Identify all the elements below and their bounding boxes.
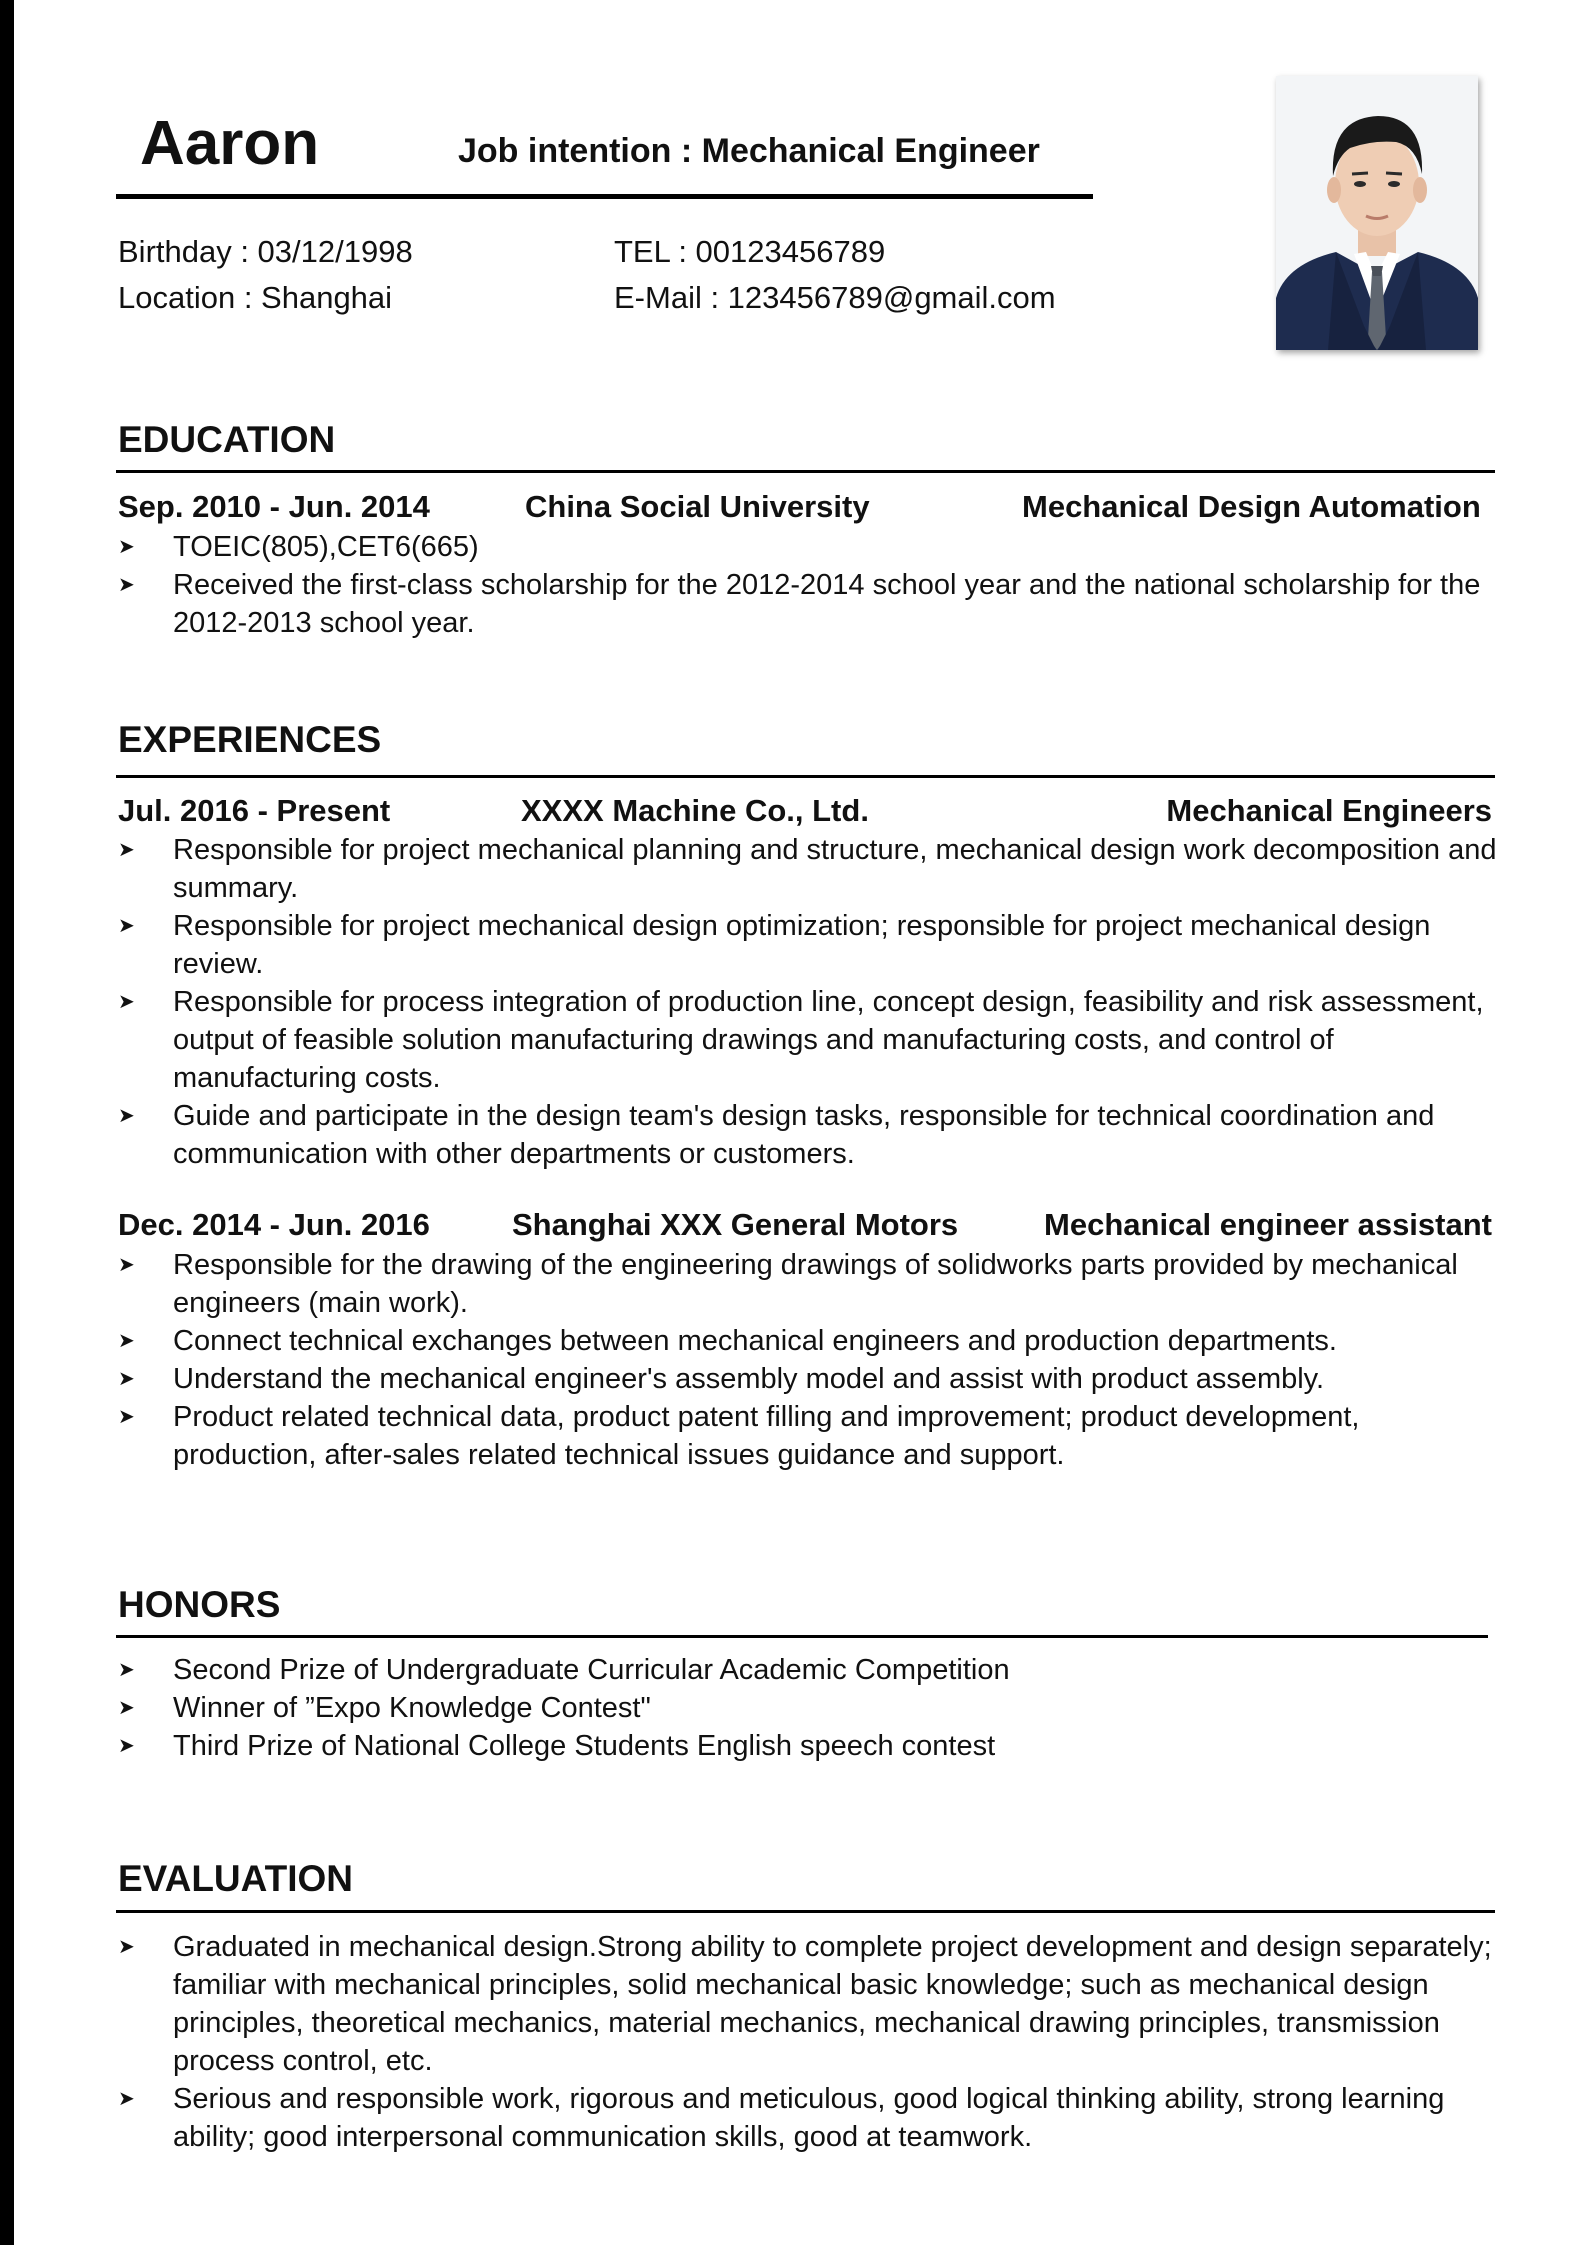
arrow-bullet-icon: ➤ [118, 536, 135, 558]
education-title: EDUCATION [118, 419, 336, 460]
list-item: ➤ Responsible for project mechanical planning and structure, mechanical design work decomposition and summary. [118, 831, 1498, 907]
job-1-role: Mechanical Engineers [1166, 793, 1492, 828]
profile-photo [1276, 76, 1478, 350]
list-item: ➤ Responsible for process integration of production line, concept design, feasibility and risk assessment, output of feasible solution manufacturing drawings and manufacturing costs, and control of manufacturing costs. [118, 983, 1498, 1097]
honors-divider [116, 1635, 1488, 1638]
education-divider [116, 470, 1495, 473]
list-item: ➤ Serious and responsible work, rigorous and meticulous, good logical thinking ability, strong learning ability; good interpersonal communication skills, good at teamwork. [118, 2080, 1498, 2156]
arrow-bullet-icon: ➤ [118, 991, 135, 1013]
education-entry-header [118, 484, 1492, 530]
job-2-bullets [118, 1246, 1498, 1474]
left-edge-bar [0, 0, 14, 2245]
evaluation-divider [116, 1910, 1495, 1913]
experiences-divider [116, 775, 1495, 778]
job-1-header [118, 788, 1492, 834]
job-intention: Job intention : Mechanical Engineer [458, 132, 1040, 170]
portrait-image [1276, 76, 1478, 350]
telephone: TEL : 00123456789 [614, 234, 886, 269]
education-period: Sep. 2010 - Jun. 2014 [118, 489, 430, 524]
job-2-period: Dec. 2014 - Jun. 2016 [118, 1207, 430, 1242]
arrow-bullet-icon: ➤ [118, 839, 135, 861]
list-item: ➤ TOEIC(805),CET6(665) [118, 528, 1498, 566]
header-divider [116, 194, 1093, 199]
list-item: ➤ Understand the mechanical engineer's assembly model and assist with product assembly. [118, 1360, 1498, 1398]
list-item: ➤ Product related technical data, product patent filling and improvement; product development, production, after-sales related technical issues guidance and support. [118, 1398, 1498, 1474]
education-school: China Social University [525, 489, 870, 524]
arrow-bullet-icon: ➤ [118, 1735, 135, 1757]
evaluation-title: EVALUATION [118, 1858, 354, 1899]
list-item: ➤ Winner of ”Expo Knowledge Contest" [118, 1689, 1498, 1727]
arrow-bullet-icon: ➤ [118, 1936, 135, 1958]
job-2-company: Shanghai XXX General Motors [512, 1207, 959, 1242]
arrow-bullet-icon: ➤ [118, 1406, 135, 1428]
arrow-bullet-icon: ➤ [118, 2088, 135, 2110]
arrow-bullet-icon: ➤ [118, 1105, 135, 1127]
evaluation-bullets [118, 1928, 1498, 2156]
arrow-bullet-icon: ➤ [118, 915, 135, 937]
list-item: ➤ Received the first-class scholarship for the 2012-2014 school year and the national scholarship for the 2012-2013 school year. [118, 566, 1498, 642]
education-major: Mechanical Design Automation [1022, 489, 1481, 524]
list-item: ➤ Third Prize of National College Students English speech contest [118, 1727, 1498, 1765]
email: E-Mail : 123456789@gmail.com [614, 280, 1056, 315]
arrow-bullet-icon: ➤ [118, 1697, 135, 1719]
arrow-bullet-icon: ➤ [118, 1659, 135, 1681]
location: Location : Shanghai [118, 280, 393, 315]
education-bullets [118, 528, 1498, 642]
arrow-bullet-icon: ➤ [118, 1330, 135, 1352]
arrow-bullet-icon: ➤ [118, 574, 135, 596]
honors-bullets [118, 1651, 1498, 1765]
arrow-bullet-icon: ➤ [118, 1368, 135, 1390]
job-1-period: Jul. 2016 - Present [118, 793, 391, 828]
candidate-name: Aaron [140, 109, 320, 178]
job-2-header [118, 1202, 1492, 1248]
experiences-title: EXPERIENCES [118, 719, 382, 760]
arrow-bullet-icon: ➤ [118, 1254, 135, 1276]
birthday: Birthday : 03/12/1998 [118, 234, 413, 269]
job-1-bullets [118, 831, 1498, 1173]
list-item: ➤ Responsible for project mechanical design optimization; responsible for project mechanical design review. [118, 907, 1498, 983]
list-item: ➤ Second Prize of Undergraduate Curricular Academic Competition [118, 1651, 1498, 1689]
list-item: ➤ Graduated in mechanical design.Strong ability to complete project development and design separately; familiar with mechanical principles, solid mechanical basic knowledge; such as mechanical design principles, theoretical mechanics, material mechanics, mechanical drawing principles, transmission process control, etc. [118, 1928, 1498, 2080]
honors-title: HONORS [118, 1584, 281, 1625]
list-item: ➤ Guide and participate in the design team's design tasks, responsible for technical coordination and communication with other departments or customers. [118, 1097, 1498, 1173]
job-2-role: Mechanical engineer assistant [1044, 1207, 1492, 1242]
list-item: ➤ Responsible for the drawing of the engineering drawings of solidworks parts provided by mechanical engineers (main work). [118, 1246, 1498, 1322]
job-1-company: XXXX Machine Co., Ltd. [521, 793, 869, 828]
list-item: ➤ Connect technical exchanges between mechanical engineers and production departments. [118, 1322, 1498, 1360]
